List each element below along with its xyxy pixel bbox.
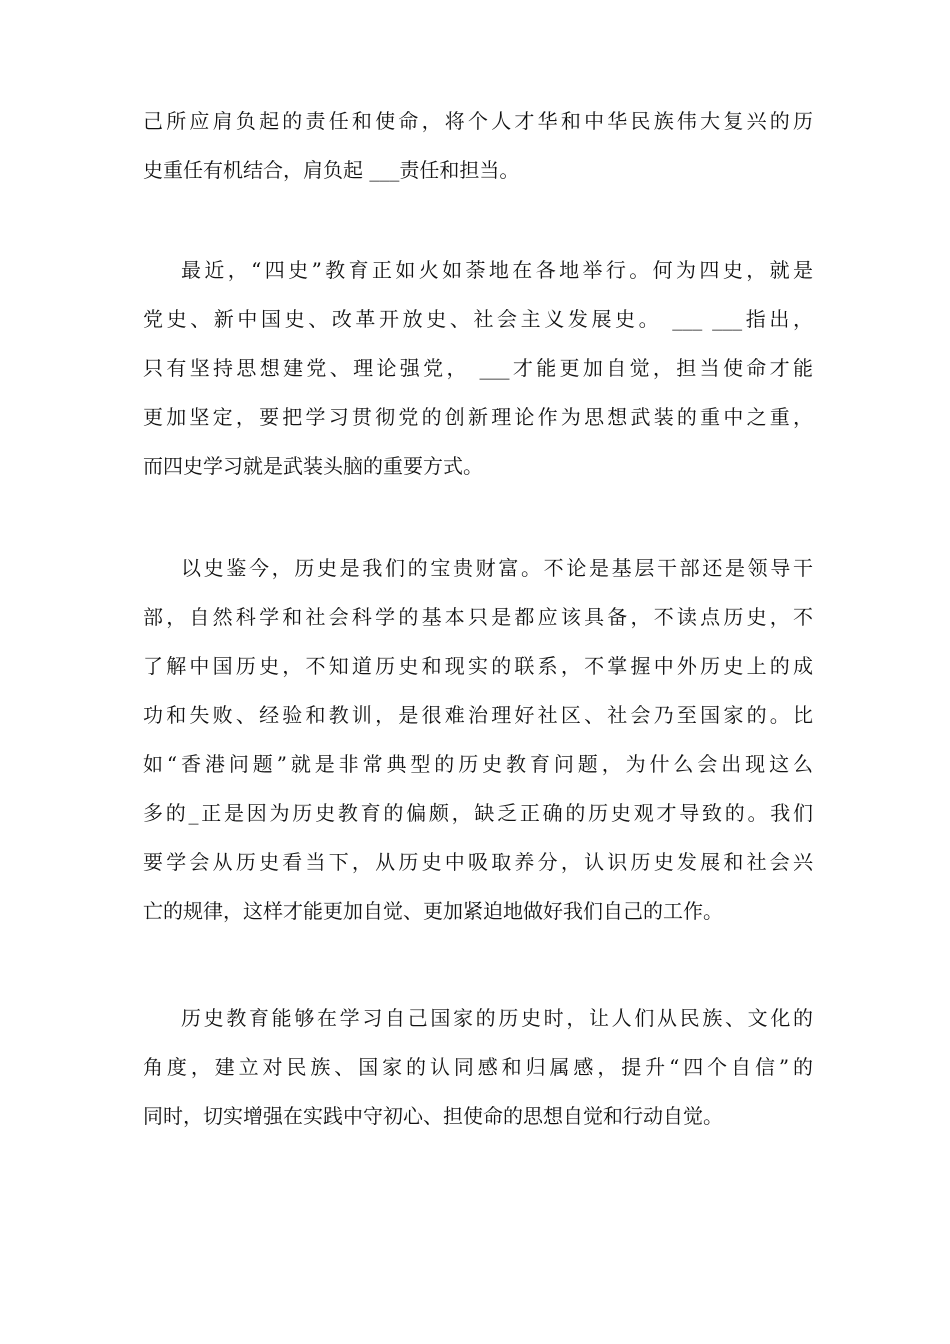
paragraph-2 <box>143 246 813 491</box>
paragraph-line: 部，自然科学和社会科学的基本只是都应该具备，不读点历史，不 <box>143 605 813 629</box>
paragraph-line: 而四史学习就是武装头脑的重要方式。 <box>143 454 483 478</box>
paragraph-line: 党史、新中国史、改革开放史、社会主义发展史。 ___ ___指出， <box>143 307 813 331</box>
paragraph-1 <box>143 97 813 195</box>
paragraph-line: 多的_正是因为历史教育的偏颇，缺乏正确的历史观才导致的。我们 <box>143 801 813 825</box>
paragraph-line: 历史教育能够在学习自己国家的历史时，让人们从民族、文化的 <box>181 1006 813 1030</box>
paragraph-line: 更加坚定，要把学习贯彻党的创新理论作为思想武装的重中之重， <box>143 405 813 429</box>
paragraph-line: 功和失败、经验和教训，是很难治理好社区、社会乃至国家的。比 <box>143 703 813 727</box>
paragraph-3 <box>143 544 813 936</box>
paragraph-line: 同时，切实增强在实践中守初心、担使命的思想自觉和行动自觉。 <box>143 1104 723 1128</box>
paragraph-line: 以史鉴今，历史是我们的宝贵财富。不论是基层干部还是领导干 <box>181 556 813 580</box>
paragraph-line: 己所应肩负起的责任和使命，将个人才华和中华民族伟大复兴的历 <box>143 109 813 133</box>
paragraph-line: 如“香港问题”就是非常典型的历史教育问题，为什么会出现这么 <box>143 752 813 776</box>
paragraph-line: 史重任有机结合，肩负起 ___责任和担当。 <box>143 158 520 182</box>
paragraph-line: 角度，建立对民族、国家的认同感和归属感，提升“四个自信”的 <box>143 1055 813 1079</box>
paragraph-line: 要学会从历史看当下，从历史中吸取养分，认识历史发展和社会兴 <box>143 850 813 874</box>
paragraph-line: 最近，“四史”教育正如火如荼地在各地举行。何为四史，就是 <box>181 258 813 282</box>
paragraph-line: 亡的规律，这样才能更加自觉、更加紧迫地做好我们自己的工作。 <box>143 899 723 923</box>
paragraph-line: 只有坚持思想建党、理论强党， ___才能更加自觉，担当使命才能 <box>143 356 813 380</box>
paragraph-4 <box>143 994 813 1141</box>
paragraph-line: 了解中国历史，不知道历史和现实的联系，不掌握中外历史上的成 <box>143 654 813 678</box>
